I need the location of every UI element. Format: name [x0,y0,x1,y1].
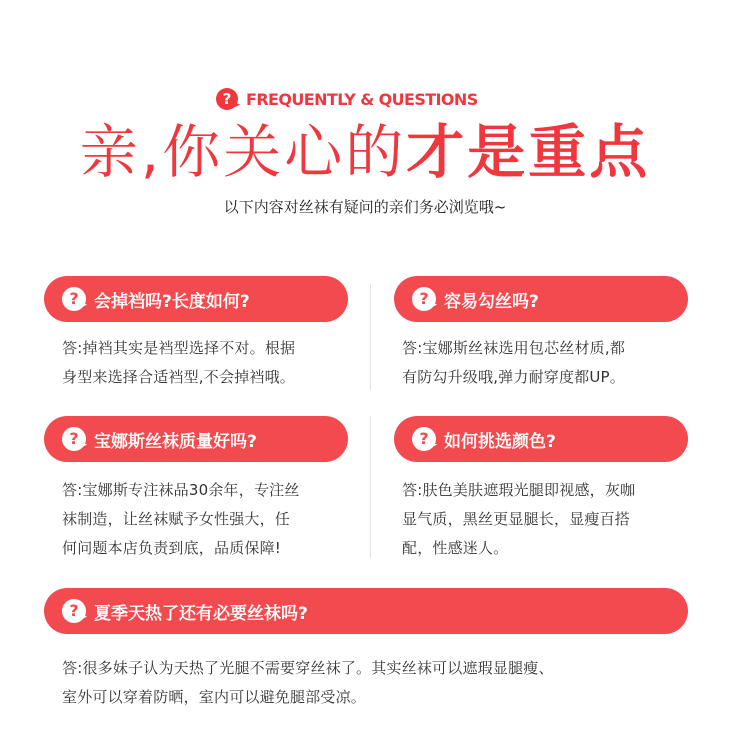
subline: 以下内容对丝袜有疑问的亲们务必浏览哦~ [223,198,507,216]
faq-question-pill [44,276,348,322]
header-title-en: FREQUENTLY & QUESTIONS [246,89,478,109]
faq-question-pill [394,416,688,462]
faq-question: 如何挑选颜色? [444,431,556,452]
faq-answer-line: 答:很多妹子认为天热了光腿不需要穿丝袜了。其实丝袜可以遮瑕显腿瘦、 [62,659,554,677]
question-bubble-icon: ? [62,599,86,623]
question-bubble-icon: ? [412,287,436,311]
faq-answer [402,476,702,563]
faq-question: 夏季天热了还有必要丝袜吗? [94,603,308,624]
faq-answer-line: 答:掉裆其实是裆型选择不对。根据 [62,339,296,357]
faq-answer-line: 配，性感迷人。 [402,539,509,557]
faq-answer-line: 有防勾升级哦,弹力耐穿度都UP。 [402,368,625,386]
faq-answer [62,476,362,563]
column-divider [370,284,371,390]
header-badge [216,88,478,110]
headline [0,112,730,192]
faq-question: 会掉裆吗?长度如何? [94,291,250,312]
faq-answer-line: 答:宝娜斯专注袜品30余年，专注丝 [62,481,300,499]
question-bubble-icon: ? [62,427,86,451]
faq-answer-line: 身型来选择合适裆型,不会掉裆哦。 [62,368,295,386]
faq-answer [62,654,702,712]
faq-answer-line: 袜制造，让丝袜赋予女性强大，任 [62,510,291,528]
faq-question-pill [44,588,688,634]
faq-answer-line: 答:肤色美肤遮瑕光腿即视感，灰咖 [402,481,636,499]
question-bubble-icon: ? [62,287,86,311]
headline-thin: 亲,你关心的 [79,118,407,186]
faq-question: 容易勾丝吗? [444,291,539,312]
headline-bold: 才是重点 [406,118,651,186]
question-bubble-icon: ? [216,88,238,110]
faq-answer-line: 显气质，黑丝更显腿长，显瘦百搭 [402,510,631,528]
faq-question: 宝娜斯丝袜质量好吗? [94,431,257,452]
faq-answer-line: 答:宝娜斯丝袜选用包芯丝材质,都 [402,339,626,357]
faq-answer [62,334,352,392]
faq-question-pill [394,276,688,322]
faq-answer [402,334,692,392]
question-bubble-icon: ? [412,427,436,451]
column-divider [370,416,371,558]
faq-answer-line: 何问题本店负责到底，品质保障! [62,539,282,557]
faq-question-pill [44,416,348,462]
faq-answer-line: 室外可以穿着防晒，室内可以避免腿部受凉。 [62,688,367,706]
